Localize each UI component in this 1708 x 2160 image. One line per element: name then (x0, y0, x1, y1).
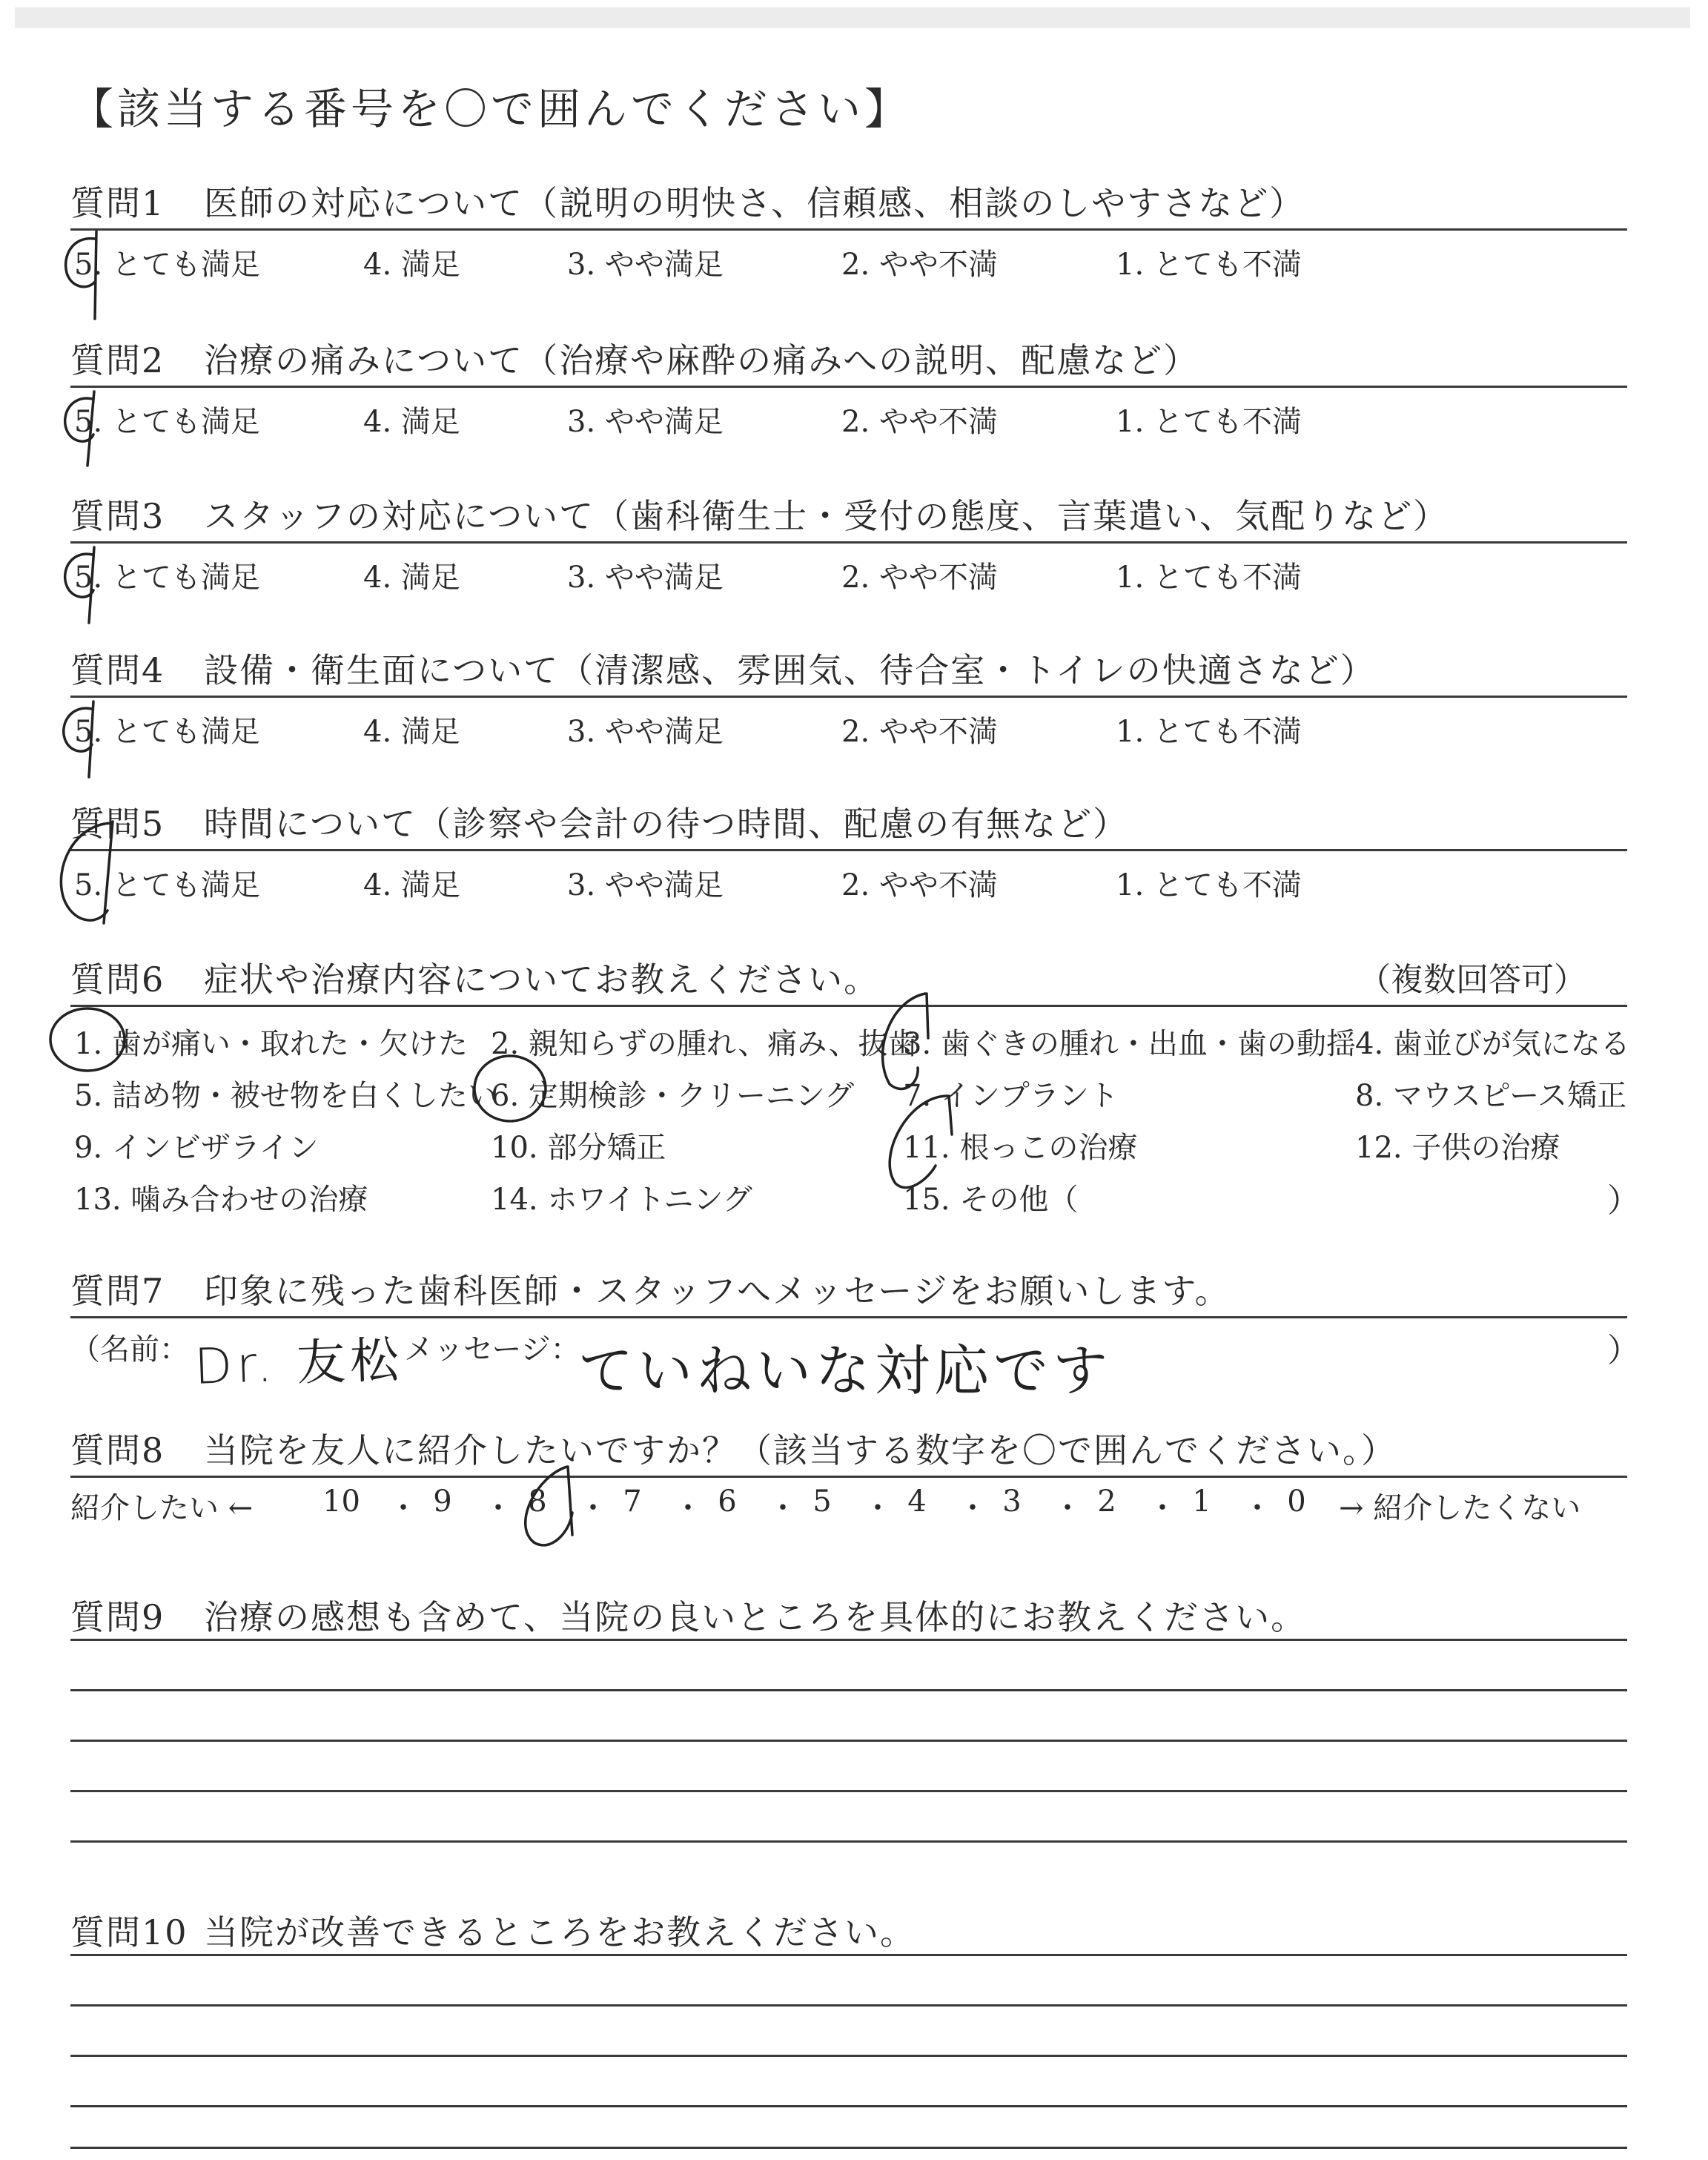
symptom-option-4[interactable]: 4. 歯並びが気になる (1355, 1027, 1630, 1061)
answer-line[interactable] (70, 2004, 1627, 2007)
symptom-option-12[interactable]: 12. 子供の治療 (1355, 1131, 1560, 1165)
scale-separator: ・ (483, 1491, 513, 1525)
scale-separator: ・ (578, 1491, 608, 1525)
scale-left-label: 紹介したい ← (70, 1491, 254, 1525)
question-rule (70, 1316, 1627, 1318)
rating-option-4[interactable]: 4. 満足 (363, 715, 460, 749)
scale-value-5[interactable]: 5 (812, 1484, 832, 1519)
question-6 (70, 953, 879, 1002)
symptom-option-5[interactable]: 5. 詰め物・被せ物を白くしたい (74, 1079, 497, 1113)
other-close-paren: ） (1607, 1182, 1640, 1220)
question-text: 時間について（診察や会計の待つ時間、配慮の有無など） (204, 804, 1129, 844)
rating-option-1[interactable]: 1. とても不満 (1116, 405, 1302, 439)
handwritten-name[interactable]: Dr. 友松 (193, 1331, 405, 1396)
question-text: スタッフの対応について（歯科衛生士・受付の態度、言葉遣い、気配りなど） (204, 496, 1449, 536)
symptom-option-11[interactable]: 11. 根っこの治療 (903, 1131, 1138, 1165)
rating-option-2[interactable]: 2. やや不満 (841, 868, 998, 902)
rating-option-3[interactable]: 3. やや満足 (567, 561, 724, 595)
symptom-option-2[interactable]: 2. 親知らずの腫れ、痛み、抜歯 (491, 1027, 918, 1061)
rating-option-5[interactable]: 5. とても満足 (74, 248, 260, 282)
scale-right-label: → 紹介したくない (1339, 1491, 1581, 1525)
question-4 (70, 644, 1376, 693)
scale-separator: ・ (958, 1491, 987, 1525)
scale-separator: ・ (768, 1491, 798, 1525)
question-8 (70, 1424, 1397, 1473)
scale-separator: ・ (1053, 1491, 1082, 1525)
rating-option-4[interactable]: 4. 満足 (363, 405, 460, 439)
question-number: 質問7 (70, 1271, 165, 1311)
symptom-option-13[interactable]: 13. 噛み合わせの治療 (74, 1183, 368, 1217)
question-text: 治療の痛みについて（治療や麻酔の痛みへの説明、配慮など） (204, 340, 1199, 380)
question-rule (70, 228, 1627, 231)
symptom-option-6[interactable]: 6. 定期検診・クリーニング (491, 1079, 855, 1113)
rating-option-1[interactable]: 1. とても不満 (1116, 868, 1302, 902)
name-label: （名前： (70, 1332, 189, 1367)
message-label: メッセージ： (404, 1332, 580, 1367)
question-number: 質問3 (70, 496, 165, 536)
question-number: 質問10 (70, 1912, 188, 1952)
question-text: 当院が改善できるところをお教えください。 (204, 1912, 916, 1952)
question-text: 設備・衛生面について（清潔感、雰囲気、待合室・トイレの快適さなど） (204, 650, 1376, 690)
rating-option-1[interactable]: 1. とても不満 (1116, 248, 1302, 282)
scale-value-2[interactable]: 2 (1097, 1484, 1116, 1519)
question-5 (70, 797, 1128, 846)
scale-value-3[interactable]: 3 (1002, 1484, 1022, 1519)
rating-option-5[interactable]: 5. とても満足 (74, 561, 260, 595)
symptom-option-3[interactable]: 3. 歯ぐきの腫れ・出血・歯の動揺 (903, 1027, 1356, 1061)
rating-option-2[interactable]: 2. やや不満 (841, 405, 998, 439)
multiple-answers-note: （複数回答可） (1358, 961, 1586, 999)
scale-separator: ・ (1242, 1491, 1272, 1525)
rating-option-2[interactable]: 2. やや不満 (841, 715, 998, 749)
message-close-paren: ） (1607, 1332, 1640, 1370)
page-title: 【該当する番号を〇で囲んでください】 (70, 84, 912, 134)
question-text: 治療の感想も含めて、当院の良いところを具体的にお教えください。 (204, 1597, 1307, 1637)
scale-value-8[interactable]: 8 (528, 1484, 547, 1519)
rating-option-3[interactable]: 3. やや満足 (567, 868, 724, 902)
rating-option-4[interactable]: 4. 満足 (363, 868, 460, 902)
question-rule (70, 849, 1627, 851)
rating-option-5[interactable]: 5. とても満足 (74, 405, 260, 439)
question-number: 質問1 (70, 183, 165, 223)
scale-separator: ・ (673, 1491, 703, 1525)
scale-value-0[interactable]: 0 (1287, 1484, 1306, 1519)
scale-separator: ・ (1148, 1491, 1177, 1525)
symptom-option-10[interactable]: 10. 部分矯正 (491, 1131, 666, 1165)
symptom-option-8[interactable]: 8. マウスピース矯正 (1355, 1079, 1627, 1113)
scale-value-10[interactable]: 10 (322, 1484, 360, 1519)
question-9 (70, 1591, 1306, 1639)
answer-line[interactable] (70, 1840, 1627, 1843)
question-number: 質問2 (70, 340, 165, 380)
question-number: 質問4 (70, 650, 165, 690)
question-2 (70, 334, 1199, 383)
question-text: 印象に残った歯科医師・スタッフへメッセージをお願いします。 (204, 1271, 1231, 1311)
scale-value-6[interactable]: 6 (718, 1484, 737, 1519)
symptom-option-7[interactable]: 7. インプラント (903, 1079, 1119, 1113)
question-number: 質問9 (70, 1597, 165, 1637)
scale-separator: ・ (863, 1491, 893, 1525)
scale-value-9[interactable]: 9 (433, 1484, 452, 1519)
answer-line[interactable] (70, 2147, 1627, 2149)
rating-option-2[interactable]: 2. やや不満 (841, 561, 998, 595)
answer-line[interactable] (70, 1790, 1627, 1792)
question-rule (70, 1954, 1627, 1956)
answer-line[interactable] (70, 2055, 1627, 2057)
rating-option-1[interactable]: 1. とても不満 (1116, 715, 1302, 749)
rating-option-1[interactable]: 1. とても不満 (1116, 561, 1302, 595)
question-text: 医師の対応について（説明の明快さ、信頼感、相談のしやすさなど） (204, 183, 1305, 223)
rating-option-3[interactable]: 3. やや満足 (567, 715, 724, 749)
question-text: 当院を友人に紹介したいですか？（該当する数字を〇で囲んでください。） (204, 1430, 1397, 1470)
answer-line[interactable] (70, 1740, 1627, 1742)
question-rule (70, 1476, 1627, 1478)
question-rule (70, 696, 1627, 698)
symptom-option-14[interactable]: 14. ホワイトニング (491, 1183, 752, 1217)
question-10 (70, 1906, 916, 1955)
symptom-option-9[interactable]: 9. インビザライン (74, 1131, 319, 1165)
question-text: 症状や治療内容についてお教えください。 (204, 960, 880, 1000)
symptom-option-15[interactable]: 15. その他（ (903, 1183, 1079, 1217)
answer-line[interactable] (70, 1689, 1627, 1691)
handwritten-message[interactable]: ていねいな対応です (578, 1339, 1112, 1403)
rating-option-4[interactable]: 4. 満足 (363, 561, 460, 595)
question-number: 質問8 (70, 1430, 165, 1470)
rating-option-3[interactable]: 3. やや満足 (567, 248, 724, 282)
scale-value-4[interactable]: 4 (907, 1484, 927, 1519)
rating-option-5[interactable]: 5. とても満足 (74, 868, 260, 902)
rating-option-3[interactable]: 3. やや満足 (567, 405, 724, 439)
question-rule (70, 541, 1627, 544)
rating-option-2[interactable]: 2. やや不満 (841, 248, 998, 282)
question-7 (70, 1264, 1231, 1313)
question-rule (70, 1639, 1627, 1641)
scale-separator: ・ (388, 1491, 418, 1525)
scale-value-1[interactable]: 1 (1192, 1484, 1211, 1519)
question-rule (70, 386, 1627, 388)
question-number: 質問6 (70, 960, 165, 1000)
scan-top-edge (15, 7, 1690, 28)
symptom-option-1[interactable]: 1. 歯が痛い・取れた・欠けた (74, 1027, 468, 1061)
question-rule (70, 1005, 1627, 1007)
question-number: 質問5 (70, 804, 165, 844)
question-3 (70, 489, 1449, 538)
answer-line[interactable] (70, 2105, 1627, 2107)
rating-option-5[interactable]: 5. とても満足 (74, 715, 260, 749)
rating-option-4[interactable]: 4. 満足 (363, 248, 460, 282)
question-1 (70, 176, 1305, 225)
scale-value-7[interactable]: 7 (623, 1484, 642, 1519)
